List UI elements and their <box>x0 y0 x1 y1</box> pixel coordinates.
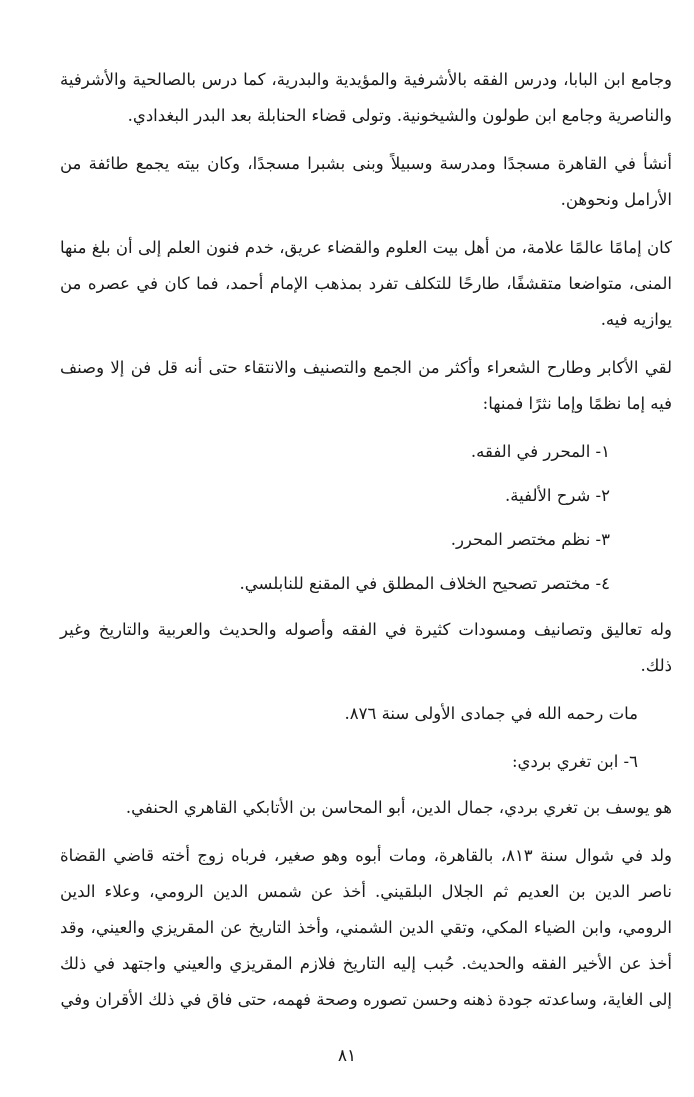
list-item: ٤- مختصر تصحيح الخلاف المطلق في المقنع للنابلسي. <box>239 574 610 593</box>
list-item: ١- المحرر في الفقه. <box>470 442 610 461</box>
paragraph-8: ولد في شوال سنة ٨١٣، بالقاهرة، ومات أبوه وهو صغير، فرباه زوج أخته قاضي القضاة ناصر الدين بن العديم ثم الجلال البلقيني. أخذ عن شمس الدين الرومي، وعلاء الدين الرومي، وابن الضياء المكي، وتقي الدين الشمني، وأخذ التاريخ عن المقريزي والعيني، وقد أخذ عن الأخير الفقه والحديث. حُبب إليه التاريخ فلازم المقريزي والعيني واجتهد في ذلك إلى الغاية، وساعدته جودة ذهنه وحسن تصوره وصحة فهمه، حتى فاق في ذلك الأقران وفي <box>60 846 672 1009</box>
page-body <box>60 62 672 1030</box>
paragraph-1: وجامع ابن البابا، ودرس الفقه بالأشرفية والمؤيدية والبدرية، كما درس بالصالحية والأشرفية والناصرية وجامع ابن طولون والشيخونية. وتولى قضاء الحنابلة بعد البدر البغدادي. <box>60 70 672 125</box>
paragraph-4: لقي الأكابر وطارح الشعراء وأكثر من الجمع والتصنيف والانتقاء حتى أنه قل فن إلا وصنف فيه إما نظمًا وإما نثرًا فمنها: <box>60 358 672 413</box>
paragraph-2: أنشأ في القاهرة مسجدًا ومدرسة وسبيلاً وبنى بشبرا مسجدًا، وكان بيته يجمع طائفة من الأرامل ونحوهن. <box>60 154 672 209</box>
list-item: ٣- نظم مختصر المحرر. <box>450 530 610 549</box>
paragraph-6: مات رحمه الله في جمادى الأولى سنة ٨٧٦. <box>344 704 638 723</box>
paragraph-7: هو يوسف بن تغري بردي، جمال الدين، أبو المحاسن بن الأتابكي القاهري الحنفي. <box>125 798 672 817</box>
list-item: ٢- شرح الألفية. <box>505 486 610 505</box>
page-number: ٨١ <box>337 1046 357 1066</box>
works-list <box>60 434 672 602</box>
paragraph-3: كان إمامًا عالمًا علامة، من أهل بيت العلوم والقضاء عريق، خدم فنون العلم إلى أن بلغ منها المنى، متواضعا متقشفًا، طارحًا للتكلف تفرد بمذهب الإمام أحمد، فما كان في عصره من يوازيه فيه. <box>60 238 672 329</box>
paragraph-5: وله تعاليق وتصانيف ومسودات كثيرة في الفقه وأصوله والحديث والعربية والتاريخ وغير ذلك. <box>60 620 672 675</box>
section-heading: ٦- ابن تغري بردي: <box>511 752 638 771</box>
